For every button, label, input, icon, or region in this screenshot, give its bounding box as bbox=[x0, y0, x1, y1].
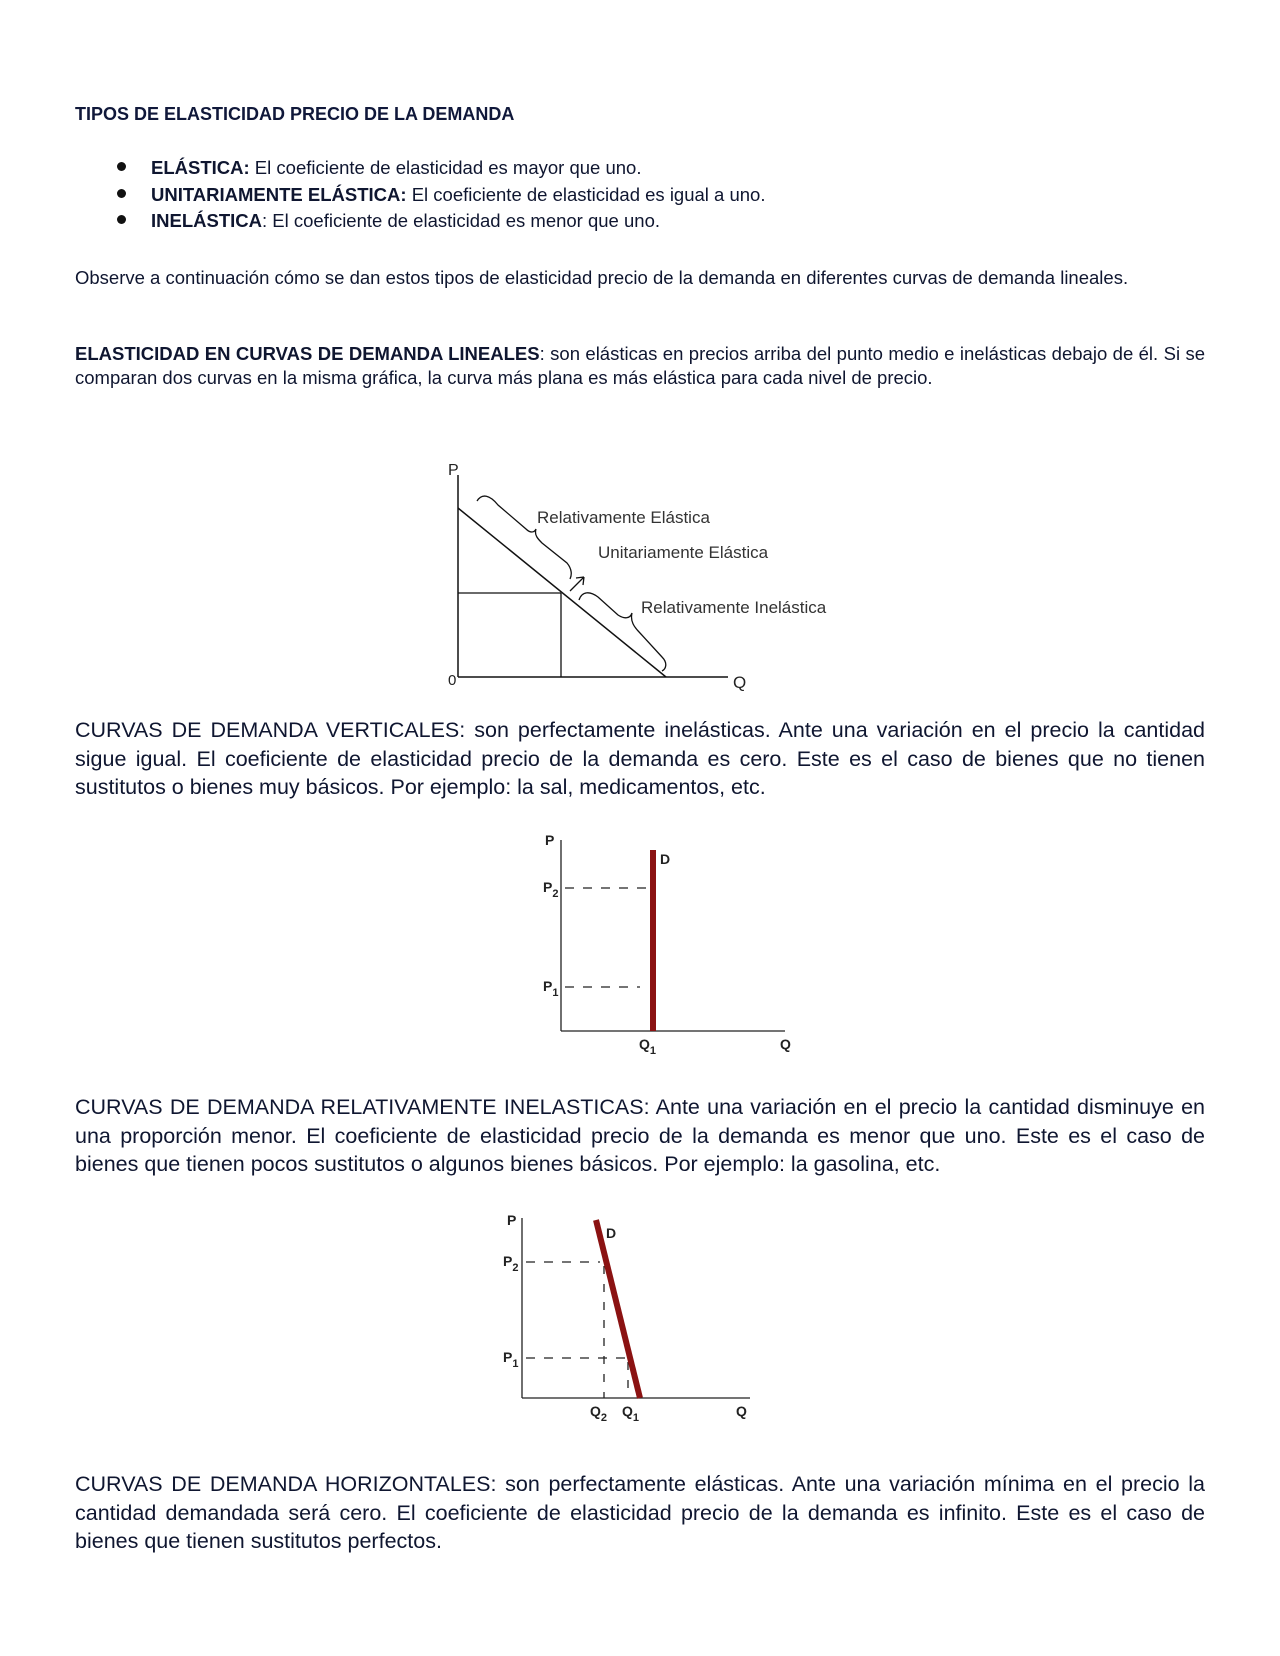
type-term: INELÁSTICA bbox=[151, 210, 262, 231]
q1-label: $Q_1$ bbox=[622, 1403, 640, 1424]
p-axis-label: P bbox=[448, 462, 459, 479]
inelastic-paragraph: CURVAS DE DEMANDA RELATIVAMENTE INELASTICAS: Ante una variación en el precio la cantidad disminuye en una proporción menor. El coeficiente de elasticidad precio de la demanda es menor que uno. Este es el caso de bienes que tienen pocos sustitutos o algunos bienes básicos. Por ejemplo: la gasolina, etc. bbox=[75, 1095, 1205, 1176]
type-term: ELÁSTICA: bbox=[151, 157, 250, 178]
unit-arrow-icon bbox=[570, 577, 584, 591]
bullet-icon bbox=[117, 189, 126, 198]
horizontal-paragraph: CURVAS DE DEMANDA HORIZONTALES: son perfectamente elásticas. Ante una variación mínima en el precio la cantidad demandada será cero. El coeficiente de elasticidad precio de la demanda es infinito. Este es el caso de bienes que tienen sustitutos perfectos. bbox=[75, 1472, 1205, 1553]
intro-paragraph: Observe a continuación cómo se dan estos tipos de elasticidad precio de la demanda en diferentes curvas de demanda lineales. bbox=[75, 267, 1129, 288]
p1-label: $P_1$ bbox=[503, 1349, 519, 1370]
elastic-label: Relativamente Elástica bbox=[537, 508, 710, 527]
list-item bbox=[75, 209, 766, 236]
unit-elastic-label: Unitariamente Elástica bbox=[598, 543, 769, 562]
type-desc: : El coeficiente de elasticidad es menor que uno. bbox=[262, 210, 660, 231]
inelastic-label: Relativamente Inelástica bbox=[641, 598, 827, 617]
p1-label: $P_1$ bbox=[543, 978, 559, 999]
p2-label: $P_2$ bbox=[503, 1253, 519, 1274]
q2-label: $Q_2$ bbox=[590, 1403, 608, 1424]
bullet-icon bbox=[117, 162, 126, 171]
list-item bbox=[75, 183, 766, 210]
demand-curve-d bbox=[596, 1220, 640, 1398]
vertical-paragraph: CURVAS DE DEMANDA VERTICALES: son perfectamente inelásticas. Ante una variación en el precio la cantidad sigue igual. El coeficiente de elasticidad precio de la demanda es cero. Este es el caso de bienes que no tienen sustitutos o bienes muy básicos. Por ejemplo: la sal, medicamentos, etc. bbox=[75, 718, 1205, 799]
bullet-icon bbox=[117, 215, 126, 224]
q1-label: $Q_1$ bbox=[639, 1036, 657, 1057]
q-axis-label: Q bbox=[733, 673, 747, 692]
type-desc: El coeficiente de elasticidad es mayor que uno. bbox=[249, 157, 642, 178]
p-axis-label: P bbox=[507, 1212, 517, 1228]
linear-demand-figure bbox=[430, 455, 860, 695]
type-desc: El coeficiente de elasticidad es igual a uno. bbox=[406, 183, 766, 205]
linear-paragraph bbox=[75, 342, 1205, 390]
origin-label: 0 bbox=[448, 672, 457, 689]
d-label: D bbox=[660, 851, 671, 867]
list-item bbox=[75, 156, 766, 183]
q-axis-label: Q bbox=[780, 1036, 791, 1052]
linear-term: ELASTICIDAD EN CURVAS DE DEMANDA LINEALES bbox=[75, 343, 540, 364]
elasticity-types-list bbox=[75, 156, 766, 236]
section-heading: TIPOS DE ELASTICIDAD PRECIO DE LA DEMANDA bbox=[75, 104, 515, 124]
p2-label: $P_2$ bbox=[543, 879, 559, 900]
q-axis-label: Q bbox=[736, 1403, 747, 1419]
vertical-demand-figure bbox=[535, 828, 805, 1058]
p-axis-label: P bbox=[545, 832, 555, 848]
d-label: D bbox=[606, 1225, 617, 1241]
inelastic-demand-figure bbox=[500, 1210, 770, 1445]
linear-text: : son elásticas en precios arriba del punto medio e inelásticas debajo de él. Si se comparan dos curvas en la misma gráfica, la curva más plana es más elástica para cada nivel de precio. bbox=[75, 343, 1206, 388]
type-term: UNITARIAMENTE ELÁSTICA: bbox=[151, 183, 407, 205]
